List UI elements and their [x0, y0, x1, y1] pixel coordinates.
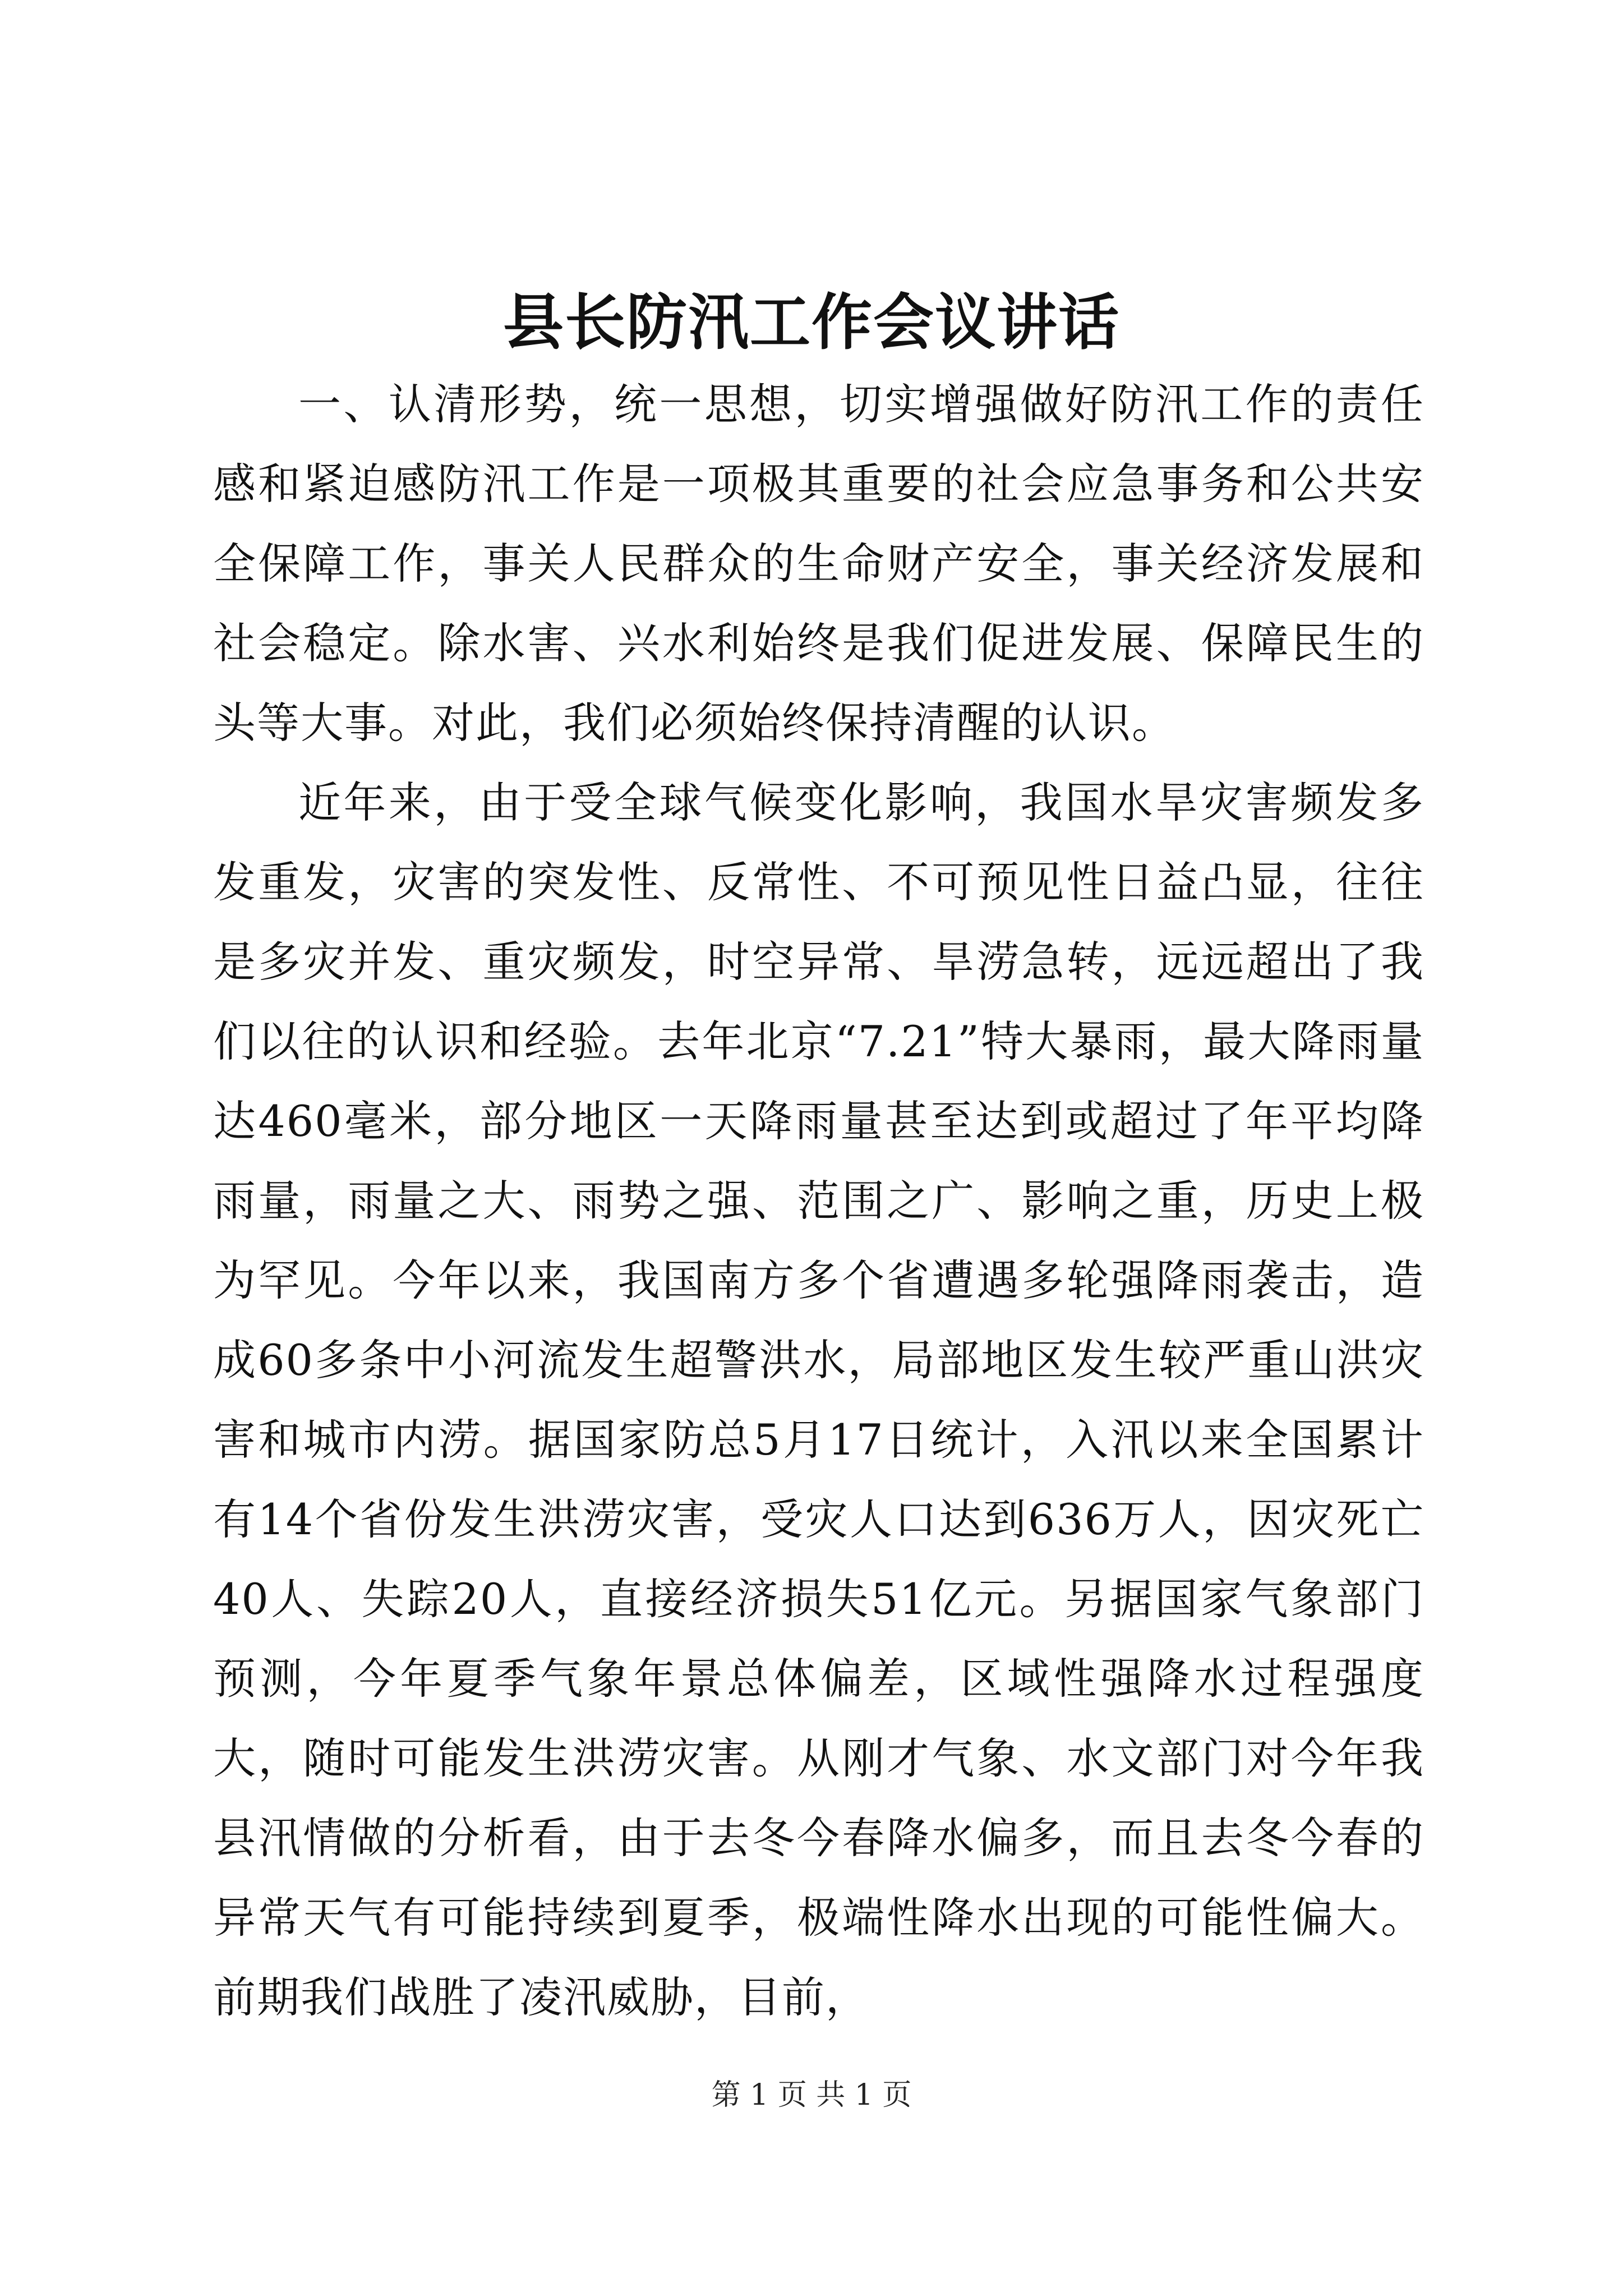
document-title: 县长防汛工作会议讲话 — [502, 287, 1120, 358]
paragraph: 近年来，由于受全球气候变化影响，我国水旱灾害频发多发重发，灾害的突发性、反常性、不可预见性日益凸显，往往是多灾并发、重灾频发，时空异常、旱涝急转，远远超出了我们以往的认识和经验。去年北京“7.21”特大暴雨，最大降雨量达460毫米，部分地区一天降雨量甚至达到或超过了年平均降雨量，雨量之大、雨势之强、范围之广、影响之重，历史上极为罕见。今年以来，我国南方多个省遭遇多轮强降雨袭击，造成60多条中小河流发生超警洪水，局部地区发生较严重山洪灾害和城市内涝。据国家防总5月17日统计，入汛以来全国累计有14个省份发生洪涝灾害，受灾人口达到636万人，因灾死亡40人、失踪20人，直接经济损失51亿元。另据国家气象部门预测，今年夏季气象年景总体偏差，区域性强降水过程强度大，随时可能发生洪涝灾害。从刚才气象、水文部门对今年我县汛情做的分析看，由于去冬今春降水偏多，而且去冬今春的异常天气有可能持续到夏季，极端性降水出现的可能性偏大。前期我们战胜了凌汛威胁，目前， — [213, 777, 1424, 2022]
page-footer: 第 1 页 共 1 页 — [711, 2078, 912, 2112]
document-body — [213, 365, 1424, 2037]
paragraph: 一、认清形势，统一思想，切实增强做好防汛工作的责任感和紧迫感防汛工作是一项极其重要的社会应急事务和公共安全保障工作，事关人民群众的生命财产安全，事关经济发展和社会稳定。除水害、兴水利始终是我们促进发展、保障民生的头等大事。对此，我们必须始终保持清醒的认识。 — [213, 379, 1424, 748]
